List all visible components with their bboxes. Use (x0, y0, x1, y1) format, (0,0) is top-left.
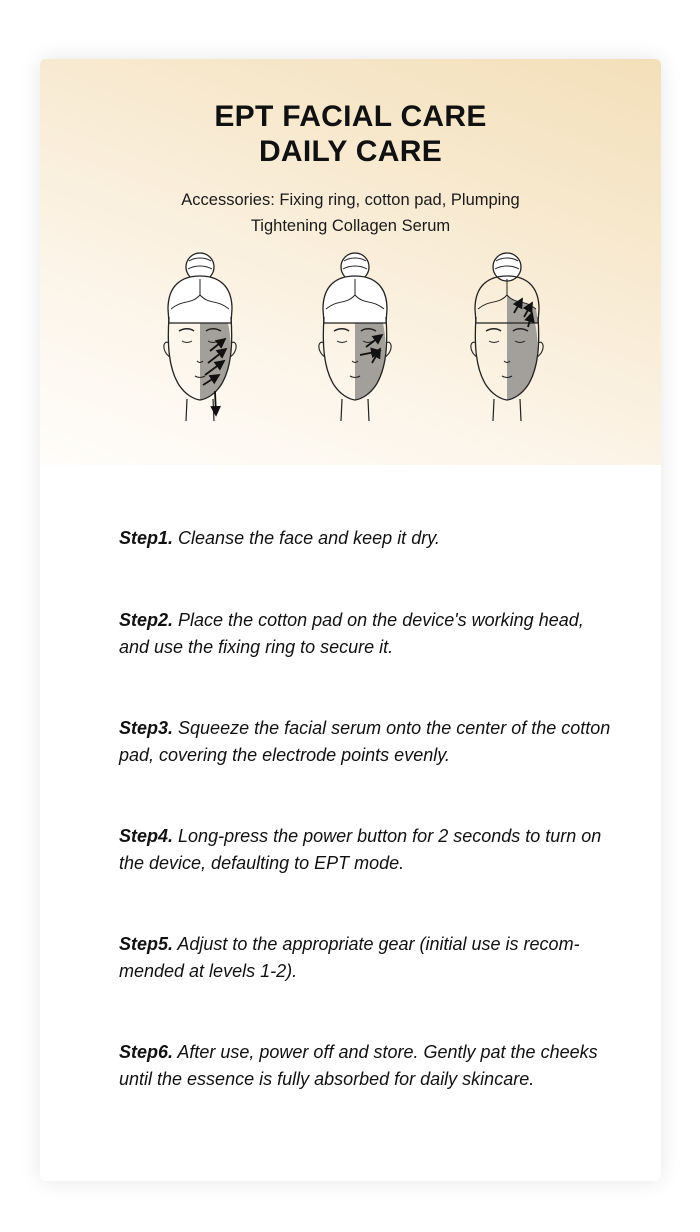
step-text-continued: mended at levels 1-2). (119, 961, 298, 981)
step-label: Step5. (119, 934, 174, 954)
accessories-line-1: Accessories: Fixing ring, cotton pad, Plumping (181, 191, 520, 209)
step-label: Step6. (119, 1042, 174, 1062)
title-line-1: EPT FACIAL CARE (214, 100, 487, 133)
face-jawline-massage-icon (145, 251, 255, 421)
page-title (40, 99, 661, 169)
face-forehead-massage-icon (452, 251, 562, 421)
step-label: Step1. (119, 528, 174, 548)
title-line-2: DAILY CARE (258, 135, 443, 168)
step-label: Step3. (119, 718, 174, 738)
step-text: Place the cotton pad on the device's working head, (173, 610, 584, 630)
step-item-6 (119, 1039, 661, 1093)
step-item-2 (119, 607, 661, 661)
step-item-3 (119, 715, 661, 769)
instruction-card (40, 59, 661, 1181)
face-cheek-massage-icon (300, 251, 410, 421)
step-text: Long-press the power button for 2 seconds to turn on (173, 826, 602, 846)
step-label: Step2. (119, 610, 174, 630)
step-text-continued: until the essence is fully absorbed for daily skincare. (119, 1069, 535, 1089)
step-text: After use, power off and store. Gently pat the cheeks (173, 1042, 598, 1062)
step-item-5 (119, 931, 661, 985)
step-label: Step4. (119, 826, 174, 846)
step-text-continued: and use the fixing ring to secure it. (119, 637, 394, 657)
step-text: Cleanse the face and keep it dry. (173, 528, 440, 548)
hero-banner (40, 59, 661, 465)
step-text: Squeeze the facial serum onto the center of the cotton (173, 718, 611, 738)
accessories-text (110, 187, 591, 239)
face-illustrations (140, 251, 560, 421)
accessories-line-2: Tightening Collagen Serum (250, 217, 451, 235)
step-item-4 (119, 823, 661, 877)
step-text: Adjust to the appropriate gear (initial use is recom- (173, 934, 580, 954)
step-text-continued: pad, covering the electrode points evenly. (119, 745, 450, 765)
step-item-1 (119, 525, 661, 552)
step-text-continued: the device, defaulting to EPT mode. (119, 853, 405, 873)
